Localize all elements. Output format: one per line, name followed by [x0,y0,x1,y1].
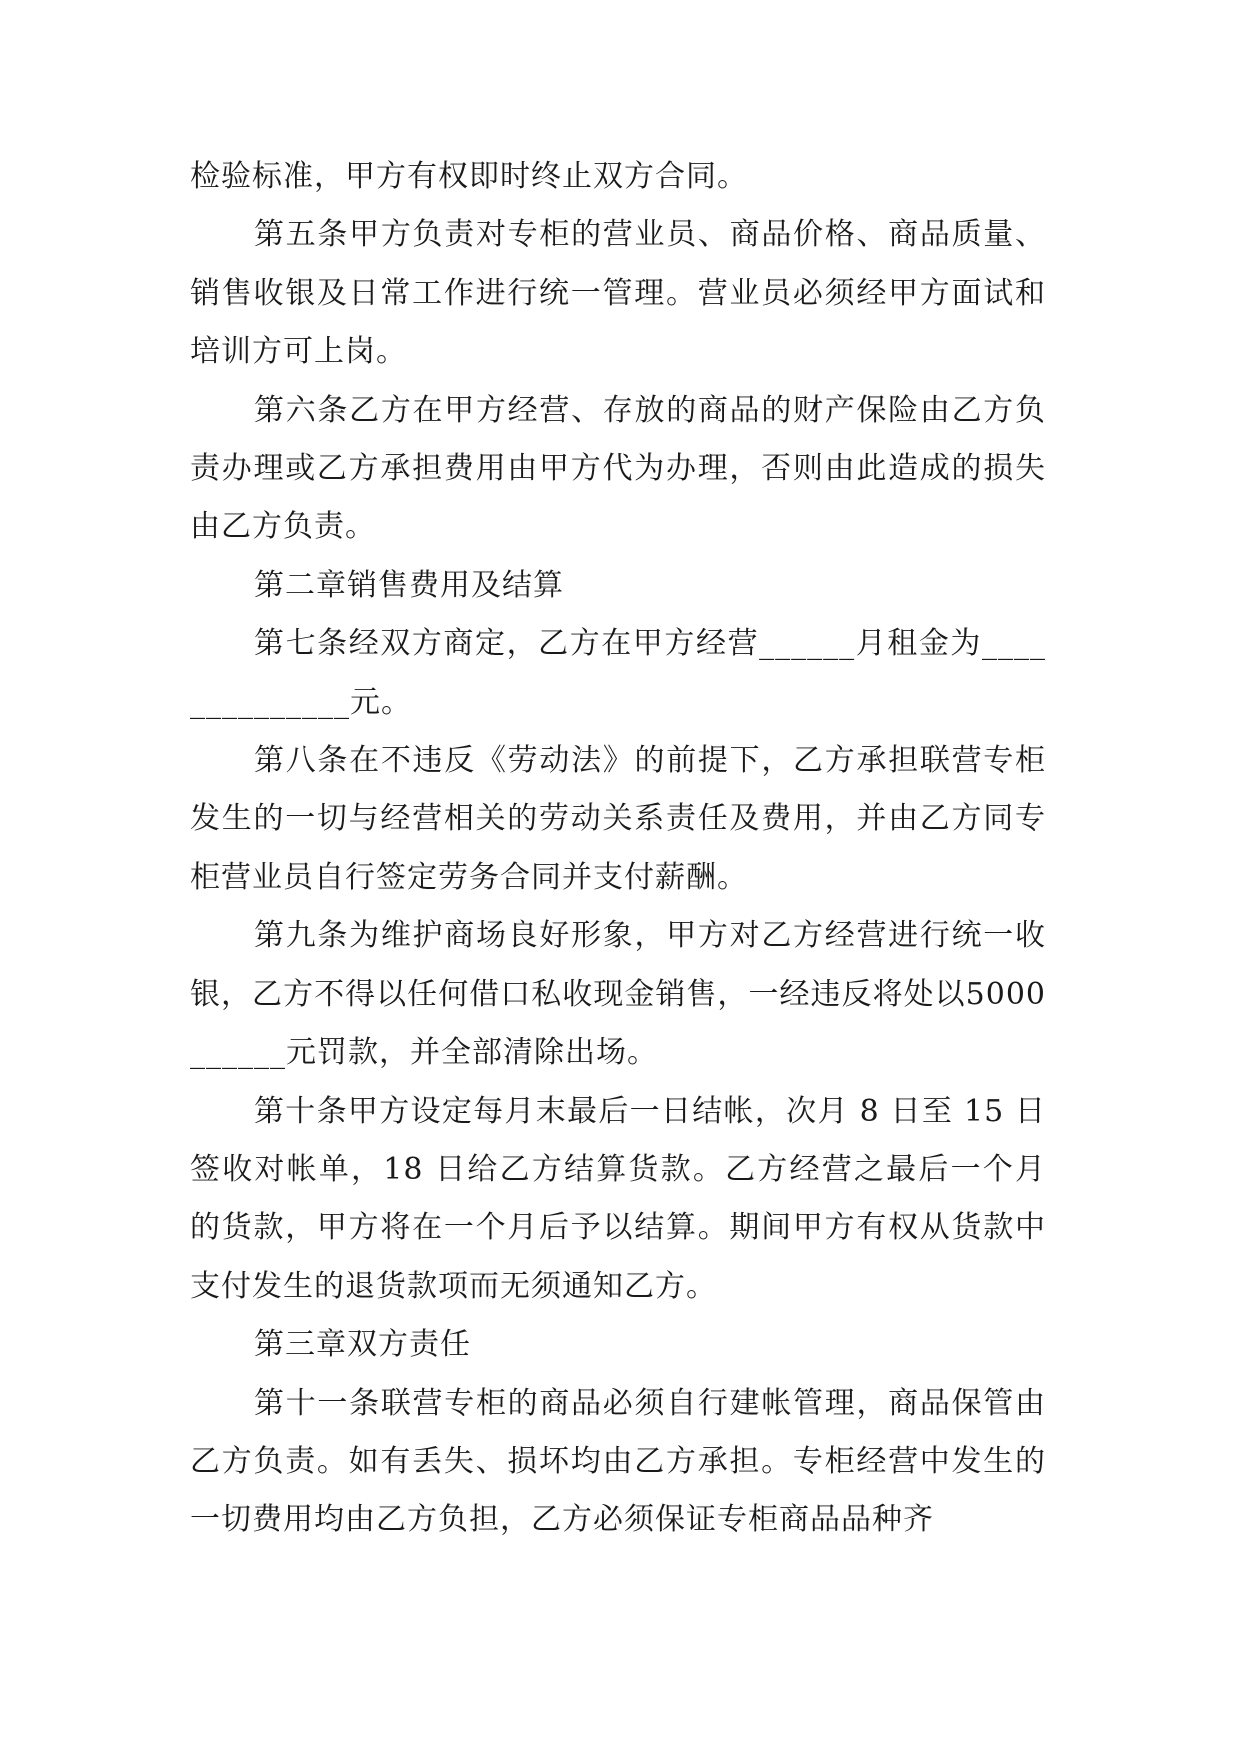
chapter-2-heading: 第二章销售费用及结算 [254,567,564,603]
article-5: 第五条甲方负责对专柜的营业员、商品价格、商品质量、销售收银及日常工作进行统一管理。营业员必须经甲方面试和培训方可上岗。 [190,217,1046,370]
article-6: 第六条乙方在甲方经营、存放的商品的财产保险由乙方负责办理或乙方承担费用由甲方代为办理，否则由此造成的损失由乙方负责。 [190,392,1046,545]
article-9: 第九条为维护商场良好形象，甲方对乙方经营进行统一收银，乙方不得以任何借口私收现金销售，一经违反将处以5000______元罚款，并全部清除出场。 [190,918,1046,1071]
chapter-3-heading: 第三章双方责任 [254,1327,471,1363]
article-10: 第十条甲方设定每月末最后一日结帐，次月 8 日至 15 日签收对帐单，18 日给乙方结算货款。乙方经营之最后一个月的货款，甲方将在一个月后予以结算。期间甲方有权从货款中支付发生的退货款项而无须通知乙方。 [190,1093,1046,1304]
article-8: 第八条在不违反《劳动法》的前提下，乙方承担联营专柜发生的一切与经营相关的劳动关系责任及费用，并由乙方同专柜营业员自行签定劳务合同并支付薪酬。 [190,743,1046,895]
paragraph-continuation: 检验标准，甲方有权即时终止双方合同。 [190,159,748,194]
article-7: 第七条经双方商定，乙方在甲方经营______月租金为______________元。 [190,626,1046,720]
article-11: 第十一条联营专柜的商品必须自行建帐管理，商品保管由乙方负责。如有丢失、损坏均由乙方承担。专柜经营中发生的一切费用均由乙方负担，乙方必须保证专柜商品品种齐 [190,1385,1046,1538]
document-body [190,148,1046,1550]
